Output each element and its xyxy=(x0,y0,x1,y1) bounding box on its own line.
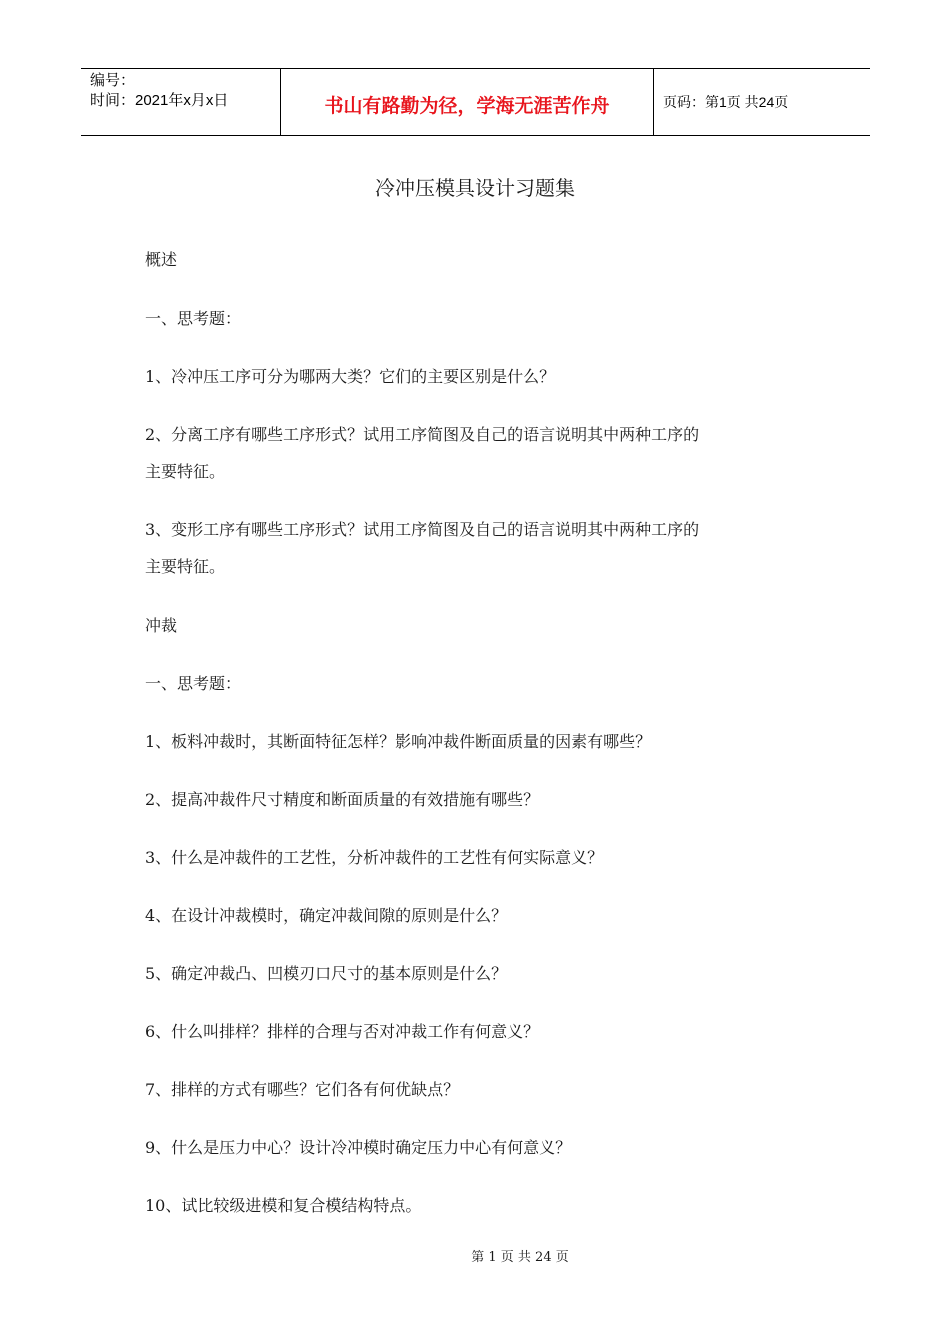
section-heading-blanking: 冲裁 xyxy=(145,616,178,635)
blanking-question-10: 10、试比较级进模和复合模结构特点。 xyxy=(145,1196,422,1215)
overview-question-1: 1、冷冲压工序可分为哪两大类？它们的主要区别是什么？ xyxy=(145,367,556,386)
blanking-question-6: 6、什么叫排样？排样的合理与否对冲裁工作有何意义？ xyxy=(145,1022,540,1041)
section-heading-overview: 概述 xyxy=(145,250,178,269)
header-page-info: 页码：第1页 共24页 xyxy=(663,94,789,110)
blanking-question-5: 5、确定冲裁凸、凹模刃口尺寸的基本原则是什么？ xyxy=(145,964,508,983)
overview-questions-label: 一、思考题： xyxy=(145,309,242,328)
header-motto: 书山有路勤为径，学海无涯苦作舟 xyxy=(281,69,654,135)
document-title: 冷冲压模具设计习题集 xyxy=(375,176,575,200)
header-info-cell xyxy=(81,69,281,135)
page-footer: 第 1 页 共 24 页 xyxy=(471,1250,569,1265)
overview-question-3-line-1: 3、变形工序有哪些工序形式？试用工序简图及自己的语言说明其中两种工序的 xyxy=(145,520,700,539)
blanking-question-4: 4、在设计冲裁模时，确定冲裁间隙的原则是什么？ xyxy=(145,906,508,925)
blanking-question-2: 2、提高冲裁件尺寸精度和断面质量的有效措施有哪些？ xyxy=(145,790,540,809)
document-date: 时间：2021年x月x日 xyxy=(90,92,229,109)
blanking-question-9: 9、什么是压力中心？设计冷冲模时确定压力中心有何意义？ xyxy=(145,1138,572,1157)
blanking-question-3: 3、什么是冲裁件的工艺性，分析冲裁件的工艺性有何实际意义？ xyxy=(145,848,604,867)
header-table xyxy=(81,68,870,136)
document-number-label: 编号： xyxy=(90,72,136,89)
blanking-question-7: 7、排样的方式有哪些？它们各有何优缺点？ xyxy=(145,1080,460,1099)
overview-question-2-line-1: 2、分离工序有哪些工序形式？试用工序简图及自己的语言说明其中两种工序的 xyxy=(145,425,700,444)
overview-question-3-line-2: 主要特征。 xyxy=(145,557,226,576)
overview-question-2-line-2: 主要特征。 xyxy=(145,462,226,481)
blanking-question-1: 1、板料冲裁时，其断面特征怎样？影响冲裁件断面质量的因素有哪些？ xyxy=(145,732,652,751)
blanking-questions-label: 一、思考题： xyxy=(145,674,242,693)
